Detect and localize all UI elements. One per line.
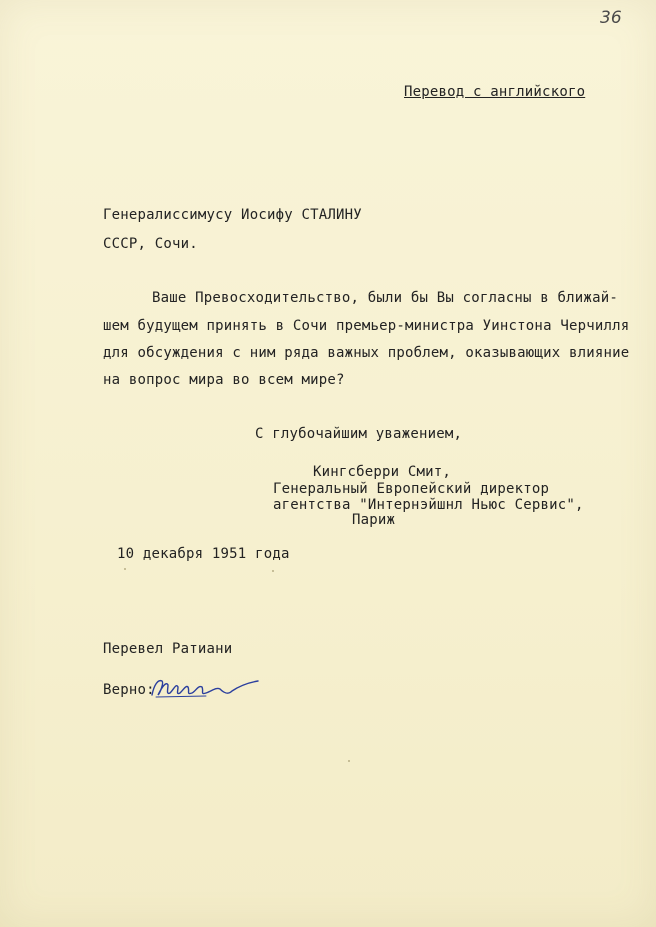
letter-line-1: Ваше Превосходительство, были бы Вы согласны в ближай- <box>152 290 618 306</box>
closing-salutation: С глубочайшим уважением, <box>255 426 463 442</box>
sender-title-1: Генеральный Европейский директор <box>273 481 550 497</box>
paper-speck <box>124 568 126 570</box>
paper-speck <box>348 760 350 762</box>
addressee-line-2: СССР, Сочи. <box>103 236 198 252</box>
sender-city: Париж <box>352 512 396 528</box>
page-number: 36 <box>600 8 622 28</box>
sender-name: Кингсберри Смит, <box>313 464 452 480</box>
letter-line-2: шем будущем принять в Сочи премьер-министра Уинстона Черчилля <box>103 318 630 334</box>
paper-speck <box>272 570 274 572</box>
letter-line-3: для обсуждения с ним ряда важных проблем, оказывающих влияние <box>103 345 630 361</box>
translator-line: Перевел Ратиани <box>103 641 233 657</box>
addressee-line-1: Генералиссимусу Иосифу СТАЛИНУ <box>103 207 362 223</box>
letter-date: 10 декабря 1951 года <box>117 546 290 562</box>
letter-line-4: на вопрос мира во всем мире? <box>103 372 345 388</box>
sender-title-2: агентства "Интернэйшнл Ньюс Сервис", <box>273 497 584 513</box>
verified-label: Верно: <box>103 682 155 698</box>
translation-note: Перевод с английского <box>404 84 586 100</box>
handwritten-signature <box>146 673 266 703</box>
